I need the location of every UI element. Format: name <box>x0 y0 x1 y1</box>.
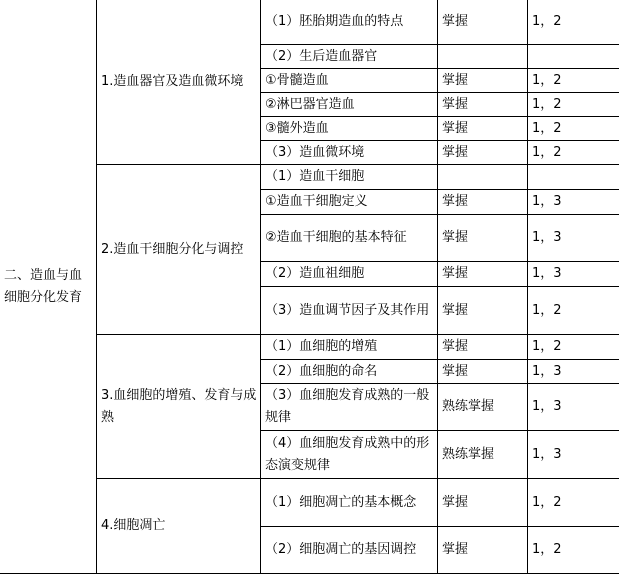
table-row <box>0 0 619 45</box>
grade-cell: 1，3 <box>528 262 619 287</box>
grade-cell <box>528 45 619 69</box>
level-cell: 掌握 <box>438 0 528 45</box>
grade-cell <box>528 165 619 190</box>
level-cell <box>438 45 528 69</box>
level-cell: 掌握 <box>438 360 528 384</box>
content-cell: （2）造血祖细胞 <box>261 262 438 287</box>
grade-cell: 1，2 <box>528 0 619 45</box>
unit-title-cell: 二、造血与血细胞分化发育 <box>0 0 97 574</box>
content-cell: （2）细胞凋亡的基因调控 <box>261 527 438 574</box>
topic-cell: 3.血细胞的增殖、发育与成熟 <box>97 335 261 479</box>
grade-cell: 1，3 <box>528 360 619 384</box>
grade-cell: 1，2 <box>528 141 619 165</box>
grade-cell: 1，3 <box>528 215 619 262</box>
content-cell: （2）血细胞的命名 <box>261 360 438 384</box>
topic-cell: 4.细胞凋亡 <box>97 479 261 574</box>
level-cell <box>438 165 528 190</box>
level-cell: 掌握 <box>438 93 528 117</box>
level-cell: 掌握 <box>438 335 528 360</box>
content-cell: （2）生后造血器官 <box>261 45 438 69</box>
content-cell: ③髓外造血 <box>261 117 438 141</box>
grade-cell: 1，2 <box>528 335 619 360</box>
level-cell: 掌握 <box>438 262 528 287</box>
grade-cell: 1，2 <box>528 479 619 527</box>
level-cell: 掌握 <box>438 141 528 165</box>
grade-cell: 1，2 <box>528 527 619 574</box>
content-cell: ①造血干细胞定义 <box>261 190 438 215</box>
content-cell: （1）细胞凋亡的基本概念 <box>261 479 438 527</box>
content-cell: ②造血干细胞的基本特征 <box>261 215 438 262</box>
content-cell: （3）造血调节因子及其作用 <box>261 287 438 335</box>
grade-cell: 1，3 <box>528 384 619 431</box>
level-cell: 掌握 <box>438 479 528 527</box>
grade-cell: 1，3 <box>528 431 619 479</box>
grade-cell: 1，2 <box>528 287 619 335</box>
content-cell: （1）血细胞的增殖 <box>261 335 438 360</box>
level-cell: 掌握 <box>438 69 528 93</box>
content-cell: （4）血细胞发育成熟中的形态演变规律 <box>261 431 438 479</box>
content-cell: ①骨髓造血 <box>261 69 438 93</box>
grade-cell: 1，2 <box>528 69 619 93</box>
content-cell: （1）胚胎期造血的特点 <box>261 0 438 45</box>
grade-cell: 1，2 <box>528 93 619 117</box>
content-cell: （3）造血微环境 <box>261 141 438 165</box>
level-cell: 熟练掌握 <box>438 431 528 479</box>
topic-cell: 1.造血器官及造血微环境 <box>97 0 261 165</box>
level-cell: 掌握 <box>438 215 528 262</box>
level-cell: 掌握 <box>438 287 528 335</box>
content-cell: （1）造血干细胞 <box>261 165 438 190</box>
content-cell: ②淋巴器官造血 <box>261 93 438 117</box>
grade-cell: 1，3 <box>528 190 619 215</box>
grade-cell: 1，2 <box>528 117 619 141</box>
level-cell: 掌握 <box>438 117 528 141</box>
level-cell: 掌握 <box>438 527 528 574</box>
topic-cell: 2.造血干细胞分化与调控 <box>97 165 261 335</box>
level-cell: 掌握 <box>438 190 528 215</box>
content-cell: （3）血细胞发育成熟的一般规律 <box>261 384 438 431</box>
level-cell: 熟练掌握 <box>438 384 528 431</box>
